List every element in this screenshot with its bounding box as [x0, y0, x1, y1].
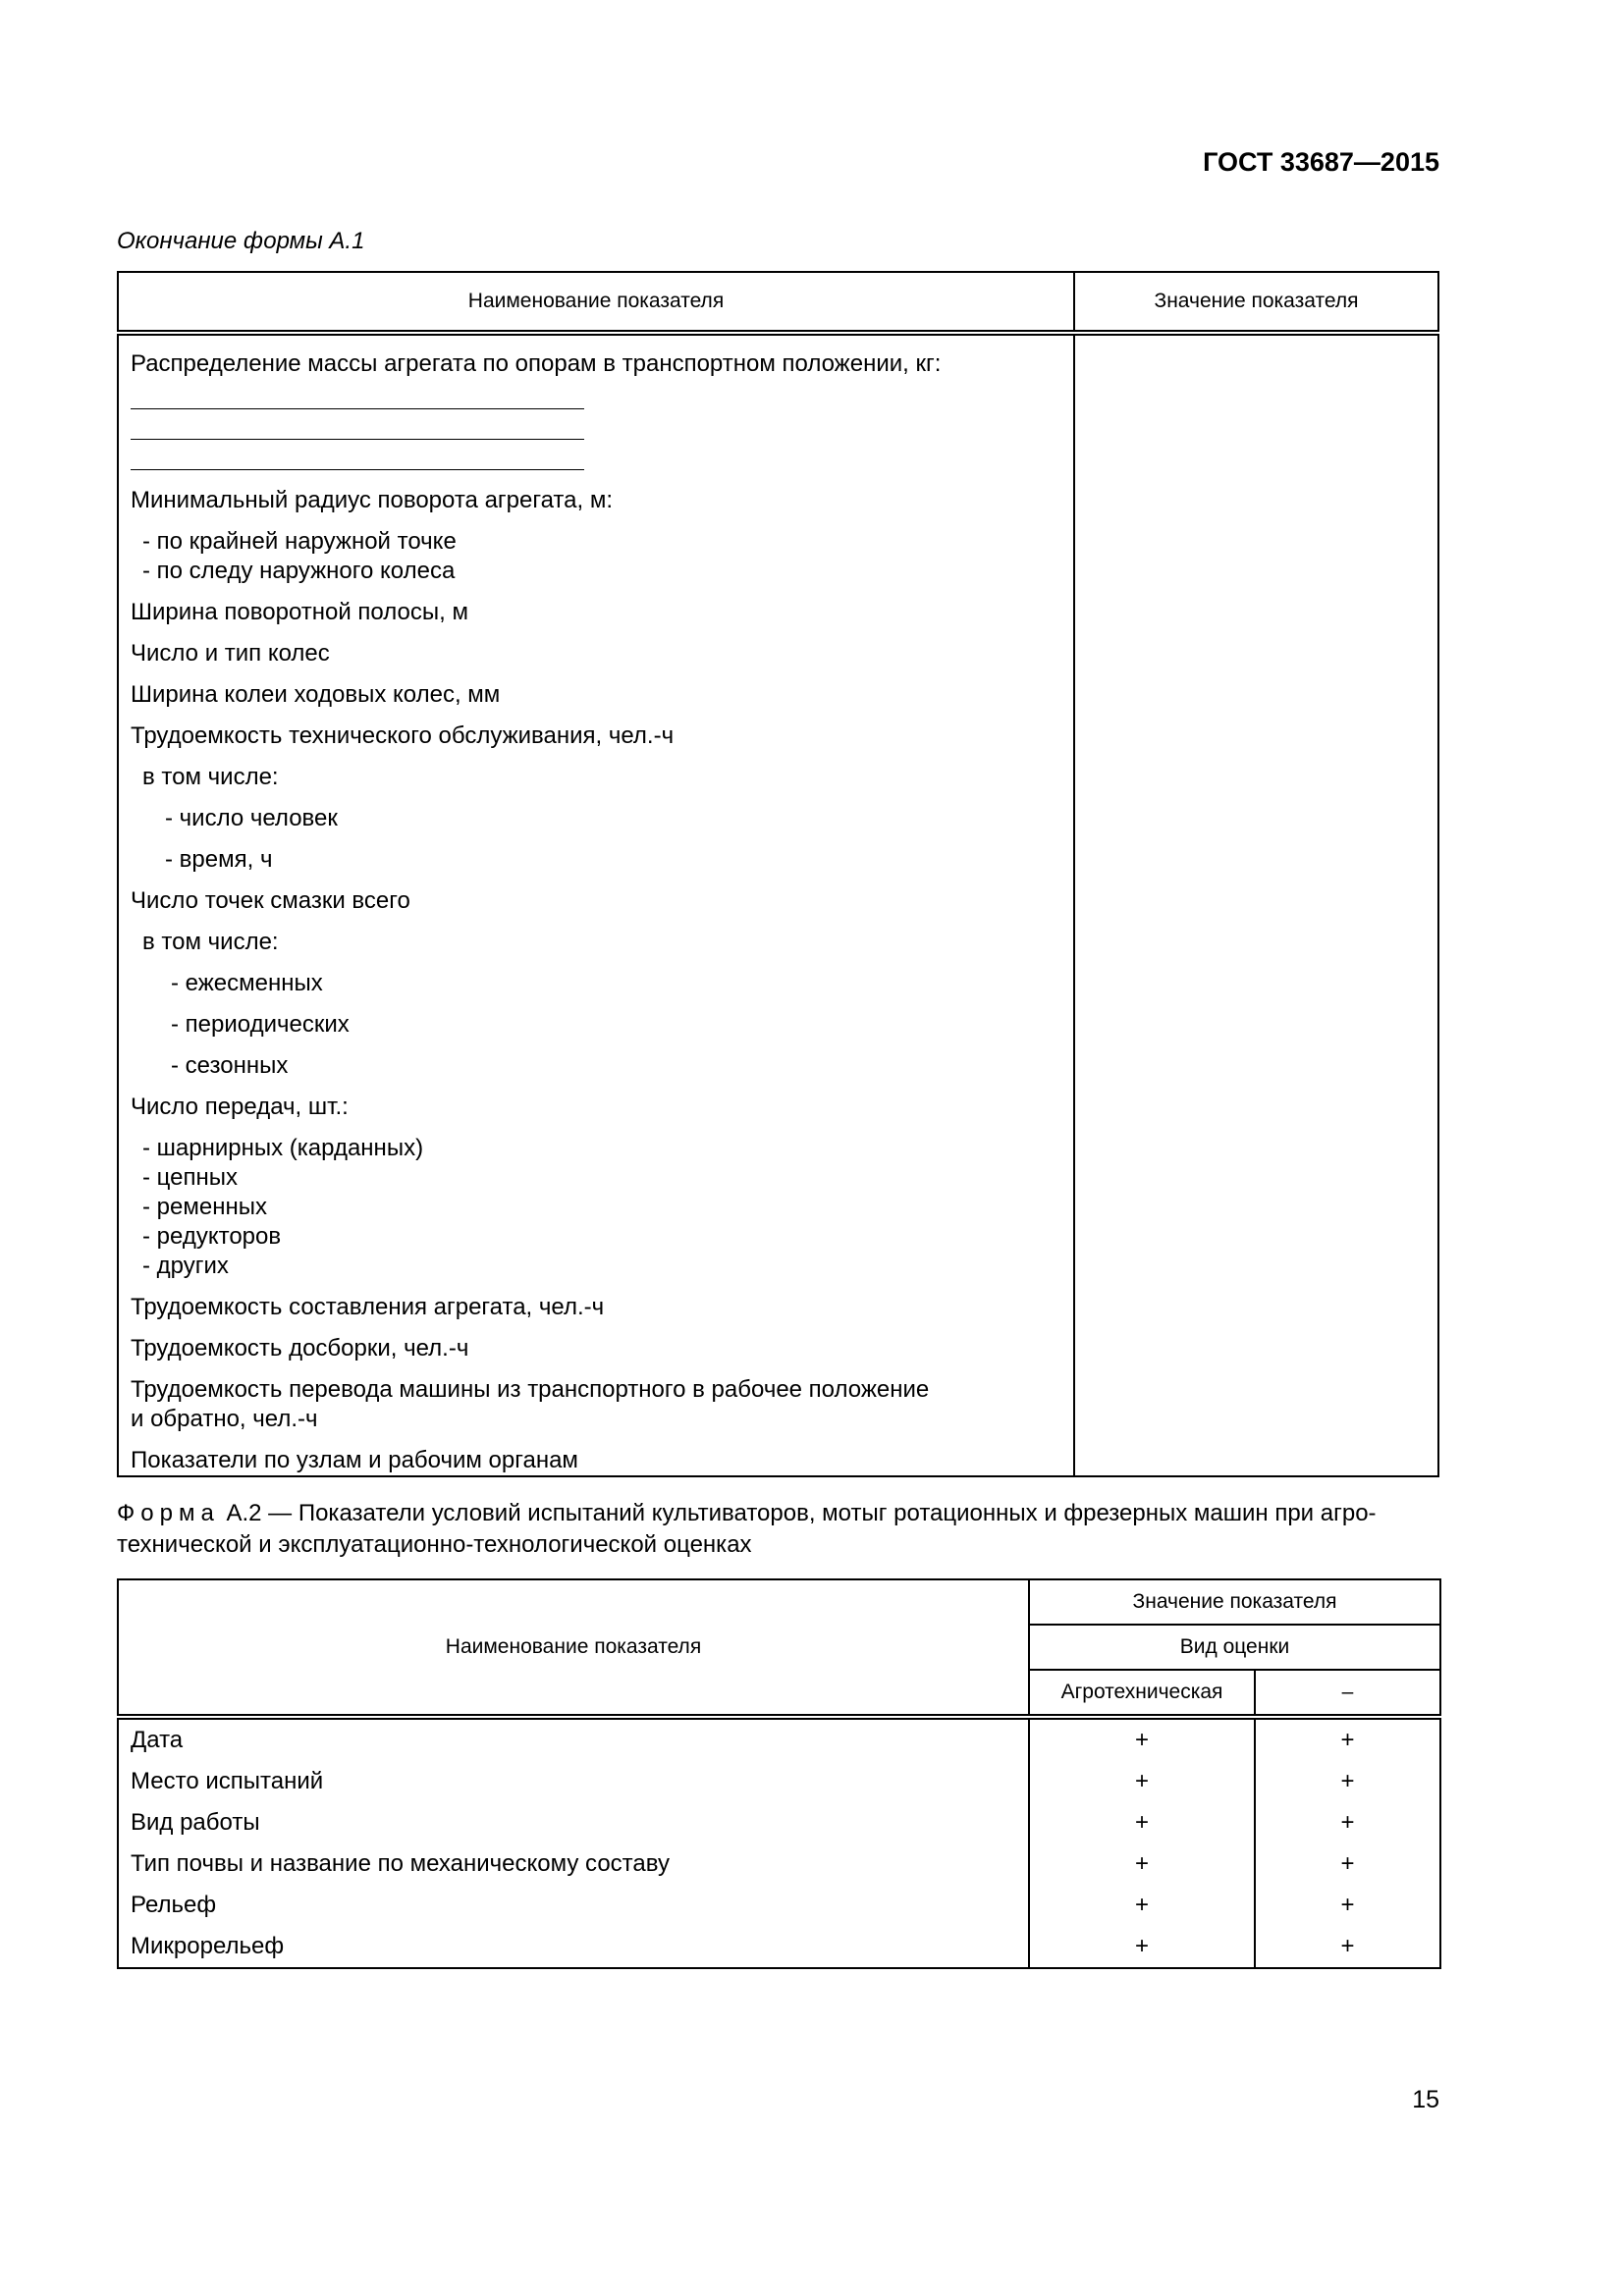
form-a1-caption: Окончание формы А.1	[117, 228, 365, 254]
row-time: - время, ч	[165, 846, 273, 873]
row-name: Вид работы	[118, 1802, 1029, 1843]
row-transmissions: Число передач, шт.:	[131, 1094, 349, 1120]
row-track-width: Ширина колеи ходовых колес, мм	[131, 681, 501, 708]
column-header-value: Значение показателя	[1074, 272, 1438, 333]
row-wheels: Число и тип колес	[131, 640, 330, 667]
row-outer-point: - по крайней наружной точке	[142, 528, 457, 555]
row-units: Показатели по узлам и рабочим органам	[131, 1447, 578, 1473]
header-value: Значение показателя	[1029, 1579, 1440, 1625]
row-other: +	[1340, 1933, 1355, 1959]
row-agro: +	[1029, 1926, 1255, 1968]
row-other: +	[1340, 1850, 1355, 1877]
row-belt: - ременных	[142, 1194, 267, 1220]
row-name: Дата	[118, 1717, 1029, 1761]
blank-line	[131, 409, 584, 440]
row-other: +	[1340, 1892, 1355, 1918]
row-name: Место испытаний	[118, 1761, 1029, 1802]
row-including: в том числе:	[142, 764, 279, 790]
page-number: 15	[1412, 2086, 1439, 2113]
header-dash: –	[1255, 1670, 1440, 1717]
header-name: Наименование показателя	[118, 1579, 1029, 1717]
form-a2-title-cont: технической и эксплуатационно-технологической оценках	[117, 1531, 752, 1558]
row-agro: +	[1029, 1843, 1255, 1885]
row-agro: +	[1029, 1717, 1255, 1761]
row-name: Рельеф	[118, 1885, 1029, 1926]
row-transfer-labor: Трудоемкость перевода машины из транспортного в рабочее положение	[131, 1376, 930, 1403]
row-seasonal: - сезонных	[171, 1052, 289, 1079]
form-a1-table	[117, 271, 1439, 1477]
table-row	[118, 1885, 1440, 1926]
row-other: +	[1340, 1768, 1355, 1794]
row-reducers: - редукторов	[142, 1223, 282, 1250]
row-transfer-labor-cont: и обратно, чел.-ч	[131, 1406, 318, 1432]
row-maintenance-labor: Трудоемкость технического обслуживания, чел.-ч	[131, 722, 675, 749]
row-cardan: - шарнирных (карданных)	[142, 1135, 424, 1161]
blank-line	[131, 440, 584, 470]
row-agro: +	[1029, 1885, 1255, 1926]
row-agro: +	[1029, 1761, 1255, 1802]
row-outer-wheel: - по следу наружного колеса	[142, 558, 456, 584]
indicator-values-cell	[1074, 333, 1438, 1476]
form-word: Форма	[117, 1500, 220, 1526]
row-lube-points: Число точек смазки всего	[131, 887, 410, 914]
row-other: +	[1340, 1727, 1355, 1753]
header-agro: Агротехническая	[1029, 1670, 1255, 1717]
row-other: +	[1340, 1809, 1355, 1836]
row-agro: +	[1029, 1802, 1255, 1843]
form-a2-caption	[117, 1498, 1439, 1561]
standard-number: ГОСТ 33687—2015	[1203, 147, 1439, 177]
form-a2-table	[117, 1578, 1441, 1969]
blank-line	[131, 379, 584, 409]
row-chain: - цепных	[142, 1164, 238, 1191]
header-kind: Вид оценки	[1029, 1625, 1440, 1670]
row-mass-distribution: Распределение массы агрегата по опорам в транспортном положении, кг:	[131, 350, 942, 377]
table-row	[118, 1926, 1440, 1968]
row-other: - других	[142, 1253, 229, 1279]
form-a2-title: А.2 — Показатели условий испытаний культиваторов, мотыг ротационных и фрезерных машин при агро-	[219, 1500, 1377, 1526]
table-row	[118, 1843, 1440, 1885]
row-reassembly-labor: Трудоемкость досборки, чел.-ч	[131, 1335, 469, 1362]
row-min-turn-radius: Минимальный радиус поворота агрегата, м:	[131, 487, 613, 513]
column-header-name: Наименование показателя	[118, 272, 1074, 333]
row-assembly-labor: Трудоемкость составления агрегата, чел.-ч	[131, 1294, 605, 1320]
row-per-shift: - ежесменных	[171, 970, 323, 996]
row-name: Тип почвы и название по механическому составу	[118, 1843, 1029, 1885]
row-including: в том числе:	[142, 929, 279, 955]
row-turn-strip-width: Ширина поворотной полосы, м	[131, 599, 468, 625]
indicator-names-cell	[118, 333, 1074, 1476]
table-row	[118, 1717, 1440, 1761]
row-persons: - число человек	[165, 805, 338, 831]
row-name: Микрорельеф	[118, 1926, 1029, 1968]
table-row	[118, 1761, 1440, 1802]
row-periodic: - периодических	[171, 1011, 350, 1038]
table-row	[118, 1802, 1440, 1843]
